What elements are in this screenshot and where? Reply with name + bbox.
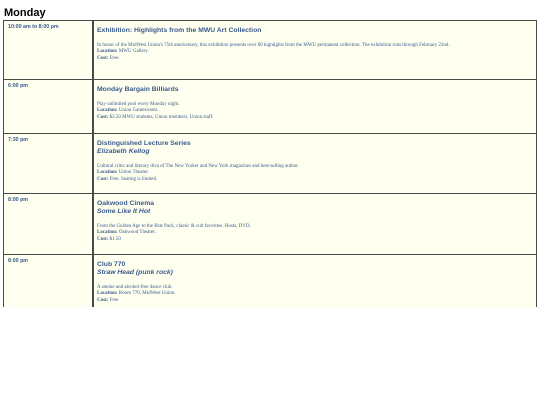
event-info: [97, 164, 530, 183]
event-cost: [97, 298, 530, 304]
event-time: 8:00 pm: [4, 194, 94, 254]
location-label: Location:: [97, 108, 118, 114]
event-subtitle: Straw Head (punk rock): [97, 269, 173, 276]
cost-value: $2.50 MWU students, Union members, Union staff.: [109, 114, 214, 120]
event-cost: [97, 237, 530, 243]
event-row: [3, 194, 537, 255]
cost-label: Cost:: [97, 176, 109, 182]
event-details: [94, 80, 536, 133]
location-label: Location:: [97, 49, 118, 55]
cost-label: Cost:: [97, 236, 109, 242]
location-label: Location:: [97, 291, 118, 297]
location-label: Location:: [97, 170, 118, 176]
event-schedule: [3, 20, 537, 307]
location-value: MWU Gallery.: [118, 49, 149, 55]
event-row: [3, 255, 537, 307]
event-row: [3, 80, 537, 134]
event-time: 7:30 pm: [4, 134, 94, 193]
cost-value: Free. Seating is limited.: [109, 176, 158, 182]
location-value: Oakwood Theater.: [118, 230, 156, 236]
event-description: Cultural critic and literary diva of The New Yorker and New York magazines and best-selling author.: [97, 164, 299, 169]
event-info: [97, 285, 530, 304]
event-details: [94, 255, 536, 307]
event-cost: [97, 177, 530, 183]
event-info: [97, 43, 530, 62]
cost-label: Cost:: [97, 55, 109, 61]
location-label: Location:: [97, 230, 118, 236]
event-subtitle: Elizabeth Kellog: [97, 148, 150, 155]
event-description: Play unlimited pool every Monday night.: [97, 102, 180, 107]
event-description: A smoke and alcohol-free dance club.: [97, 285, 173, 290]
cost-value: Free: [109, 297, 119, 303]
event-title: Exhibition: Highlights from the MWU Art Collection: [97, 27, 262, 34]
event-info: [97, 102, 530, 121]
event-title: Distinguished Lecture Series: [97, 140, 191, 147]
event-info: [97, 224, 530, 243]
event-row: [3, 20, 537, 80]
cost-value: Free.: [109, 55, 120, 61]
cost-label: Cost:: [97, 297, 109, 303]
cost-label: Cost:: [97, 114, 109, 120]
location-value: Union Gamesroom.: [118, 108, 159, 114]
event-title: Monday Bargain Billiards: [97, 86, 179, 93]
event-cost: [97, 56, 530, 62]
event-title: Club 770: [97, 261, 126, 268]
location-value: Union Theater.: [118, 170, 149, 176]
event-subtitle: Some Like It Hot: [97, 208, 151, 215]
event-time: 6:00 pm: [4, 80, 94, 133]
event-details: [94, 194, 536, 254]
event-cost: [97, 115, 530, 121]
event-description: In honor of the MidWest Union's 75th anniversary, this exhibition presents over 60 highlights from the MWU permanent collection. The exhibition runs through February 22nd.: [97, 43, 450, 48]
event-time: 8:00 pm: [4, 255, 94, 307]
event-title: Oakwood Cinema: [97, 200, 155, 207]
event-description: From the Golden Age to the Brat Pack, classic & cult favorites. Hosts, DVD.: [97, 224, 251, 229]
event-details: [94, 21, 536, 79]
event-details: [94, 134, 536, 193]
day-heading: Monday: [4, 7, 46, 19]
cost-value: $1.50: [109, 236, 121, 242]
location-value: Room 770, MidWest Union.: [118, 291, 176, 297]
event-row: [3, 134, 537, 194]
event-time: 10:00 am to 8:00 pm: [4, 21, 94, 79]
